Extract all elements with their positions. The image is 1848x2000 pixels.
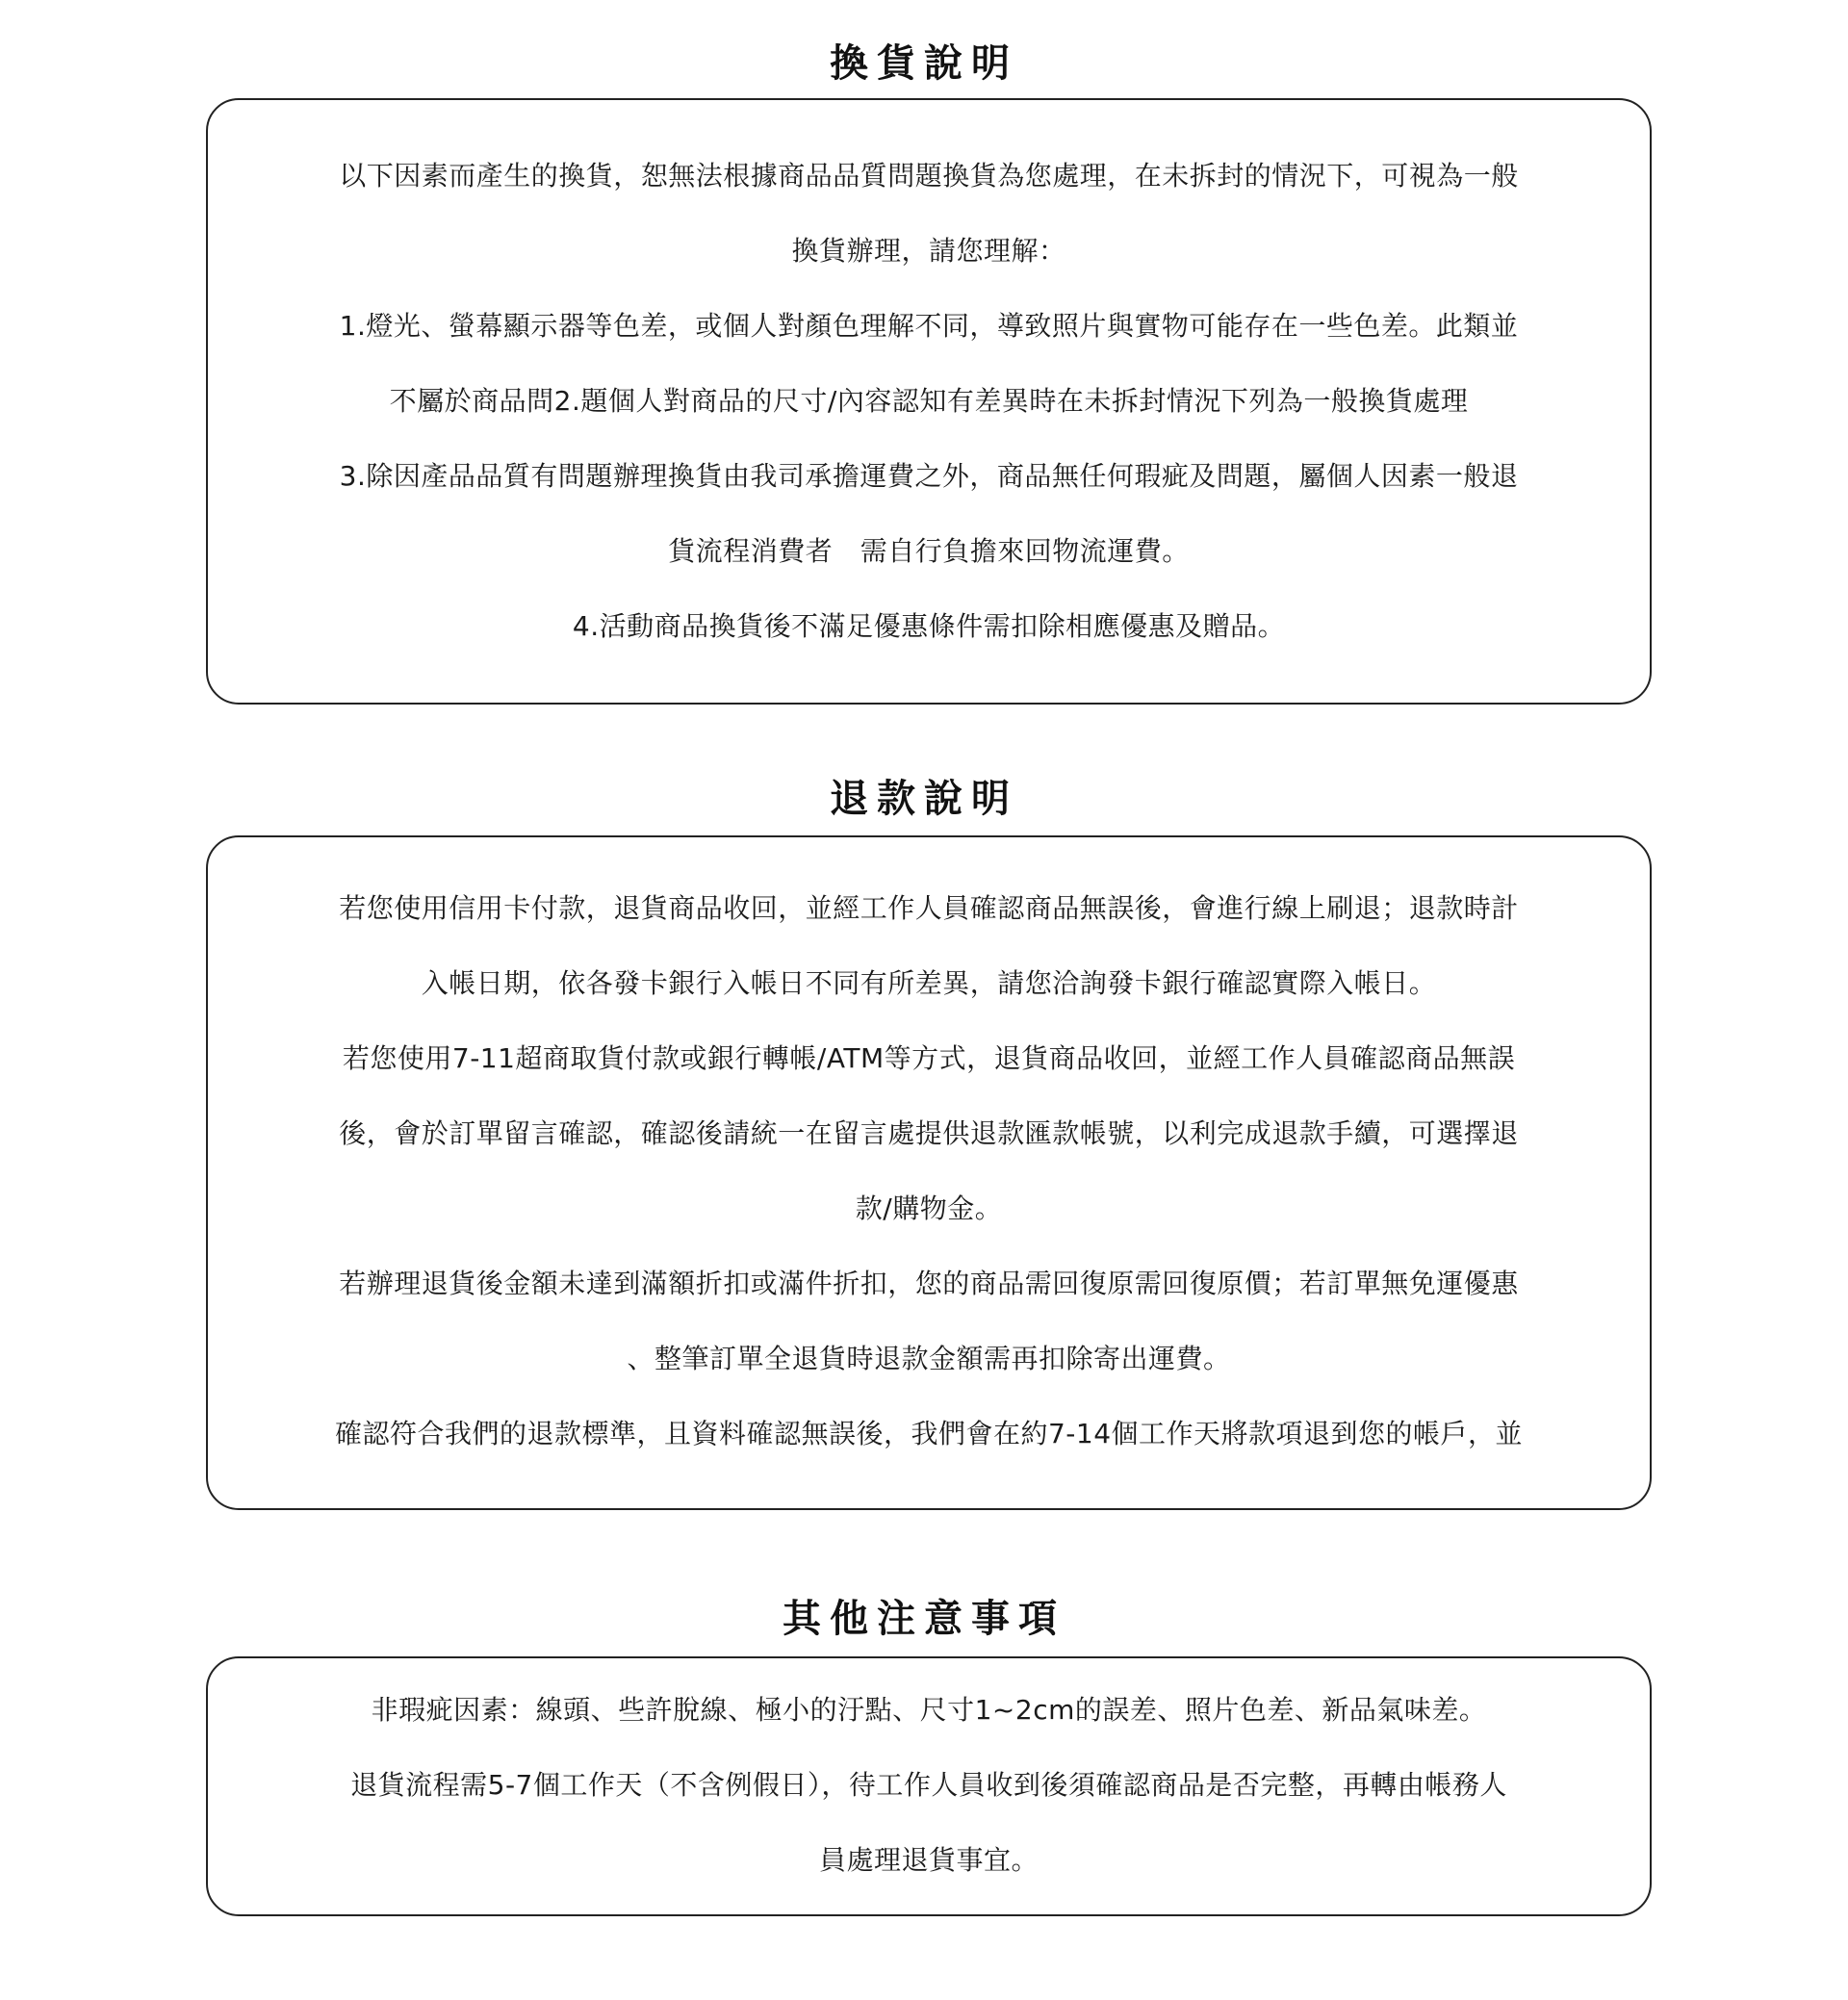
- other-line: 員處理退貨事宜。: [818, 1844, 1039, 1876]
- refund-line: 款/購物金。: [855, 1192, 1003, 1224]
- other-panel: [206, 1656, 1652, 1916]
- refund-line: 後，會於訂單留言確認，確認後請統一在留言處提供退款匯款帳號，以利完成退款手續，可選擇退: [339, 1117, 1519, 1149]
- other-title: 其他注意事項: [783, 1597, 1065, 1641]
- exchange-panel: [206, 98, 1652, 705]
- other-line: 退貨流程需5-7個工作天（不含例假日），待工作人員收到後須確認商品是否完整，再轉由帳務人: [350, 1769, 1507, 1801]
- other-line: 非瑕疵因素：線頭、些許脫線、極小的汙點、尺寸1~2cm的誤差、照片色差、新品氣味差。: [371, 1694, 1487, 1726]
- exchange-line: 3.除因產品品質有問題辦理換貨由我司承擔運費之外，商品無任何瑕疵及問題，屬個人因素一般退: [339, 460, 1519, 492]
- refund-title: 退款說明: [830, 777, 1018, 821]
- refund-line: 入帳日期，依各發卡銀行入帳日不同有所差異，請您洽詢發卡銀行確認實際入帳日。: [421, 967, 1437, 999]
- refund-line: 若辦理退貨後金額未達到滿額折扣或滿件折扣，您的商品需回復原需回復原價；若訂單無免運優惠: [339, 1268, 1519, 1299]
- exchange-line: 以下因素而產生的換貨，恕無法根據商品品質問題換貨為您處理，在未拆封的情況下，可視為一般: [339, 160, 1519, 192]
- refund-line: 確認符合我們的退款標準，且資料確認無誤後，我們會在約7-14個工作天將款項退到您的帳戶，並: [334, 1418, 1524, 1449]
- refund-line: 若您使用7-11超商取貨付款或銀行轉帳/ATM等方式，退貨商品收回，並經工作人員確認商品無誤: [342, 1042, 1516, 1074]
- exchange-line: 不屬於商品問2.題個人對商品的尺寸/內容認知有差異時在未拆封情況下列為一般換貨處理: [389, 385, 1469, 417]
- refund-line: 、整筆訂單全退貨時退款金額需再扣除寄出運費。: [627, 1343, 1231, 1374]
- refund-panel: [206, 835, 1652, 1510]
- refund-line: 若您使用信用卡付款，退貨商品收回，並經工作人員確認商品無誤後，會進行線上刷退；退款時計: [339, 892, 1519, 924]
- exchange-line: 4.活動商品換貨後不滿足優惠條件需扣除相應優惠及贈品。: [572, 610, 1286, 642]
- exchange-line: 換貨辦理，請您理解：: [791, 235, 1066, 267]
- exchange-line: 1.燈光、螢幕顯示器等色差，或個人對顏色理解不同，導致照片與實物可能存在一些色差。此類並: [339, 310, 1519, 342]
- exchange-title: 換貨說明: [830, 41, 1018, 86]
- exchange-line: 貨流程消費者 需自行負擔來回物流運費。: [668, 535, 1190, 567]
